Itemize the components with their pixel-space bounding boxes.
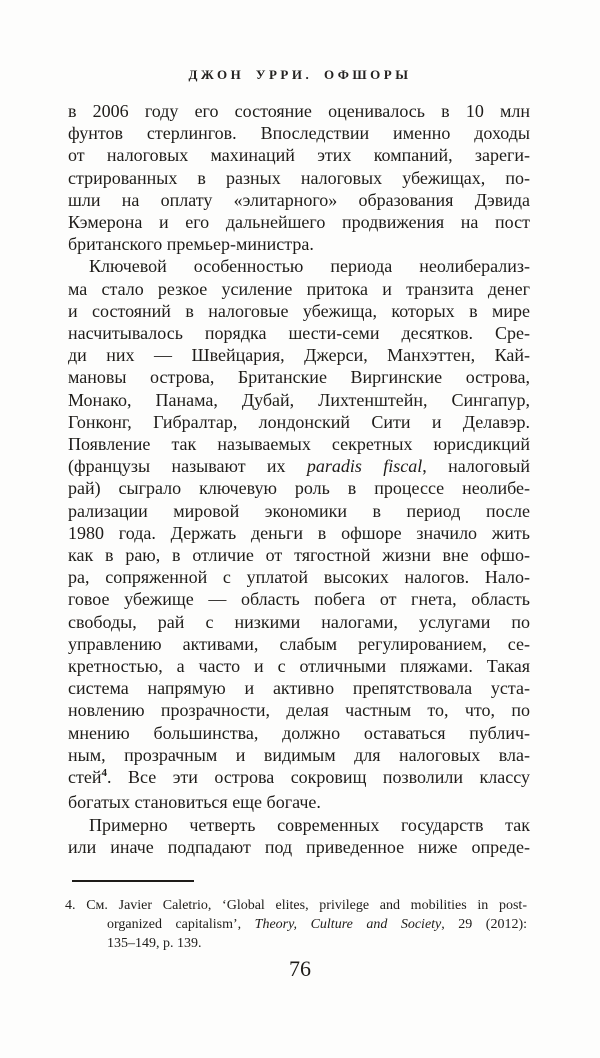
text-line [68,233,530,255]
text-run: мнению большинства, должно оставаться публич- [68,722,530,743]
text-run: 135–149, p. 139. [107,936,202,951]
text-line [68,455,530,477]
text-run: насчитывалось порядка шести-семи десятков. Сре- [68,323,530,344]
footnote-marker: 4 [101,767,107,780]
text-line [68,588,530,610]
text-run: 1980 года. Держать деньги в офшоре значило жить [68,522,530,543]
text-line [68,766,530,791]
text-line [107,934,527,953]
text-line [68,167,530,189]
text-line [68,278,530,300]
text-line [68,611,530,633]
text-line [68,189,530,211]
text-line [68,344,530,366]
text-line [68,722,530,744]
text-run: organized capitalism’, [107,917,255,932]
text-run: свободы, рай с низкими налогами, услугами по [68,611,530,632]
text-run: Гонконг, Гибралтар, лондонский Сити и Делавэр. [68,411,530,432]
text-line [68,411,530,433]
text-line [68,566,530,588]
text-line [68,389,530,411]
footnote-separator [72,880,194,882]
text-run: Появление так называемых секретных юрисдикций [68,434,530,455]
text-run: (французы называют их [68,456,307,477]
page-number: 76 [289,956,311,981]
text-run: 4. См. Javier Caletrio, ‘Global elites, privilege and mobilities in post- [65,898,527,913]
text-run: Примерно четверть современных государств так [89,814,530,835]
text-line [68,522,530,544]
text-line [68,322,530,344]
text-run: фунтов стерлингов. Впоследствии именно доходы [68,123,530,144]
text-line [68,791,530,813]
text-line [68,255,530,277]
text-run: новлению прозрачности, делая частным то, что, по [68,700,530,721]
text-line [68,814,530,836]
text-run: ма стало резкое усиление притока и транзита денег [68,278,530,299]
text-line [68,699,530,721]
text-run: стрированных в разных налоговых убежищах, по- [68,167,530,188]
text-line [68,655,530,677]
text-line [68,211,530,233]
text-run: от налоговых махинаций этих компаний, зареги- [68,145,530,166]
text-line [65,896,527,915]
text-run: ра, сопряженной с уплатой высоких налогов. Нало- [68,567,530,588]
text-run: система напрямую и активно препятствовала уста- [68,678,530,699]
text-line [68,500,530,522]
text-line [68,477,530,499]
text-run: британского премьер-министра. [68,234,314,255]
text-run: как в раю, в отличие от тягостной жизни вне офшо- [68,545,530,566]
text-line [68,122,530,144]
text-line [107,915,527,934]
text-run: кретностью, а часто и с отличными пляжами. Такая [68,656,530,677]
text-run: рай) сыграло ключевую роль в процессе неолибе- [68,478,530,499]
text-line [68,544,530,566]
text-run: говое убежище — область побега от гнета, область [68,589,530,610]
text-line [68,433,530,455]
text-run: шли на оплату «элитарного» образования Дэвида [68,189,530,210]
text-run: богатых становиться еще богаче. [68,792,321,813]
footnote [65,896,527,953]
text-line [68,677,530,699]
text-line [68,300,530,322]
text-line [68,144,530,166]
text-run: Кэмерона и его дальнейшего продвижения на пост [68,212,530,233]
italic-run: paradis fiscal [306,456,423,477]
text-run: Монако, Панама, Дубай, Лихтенштейн, Сингапур, [68,389,530,410]
text-run: и состояний в налоговые убежища, которых в мире [68,300,530,321]
text-run: в 2006 году его состояние оценивалось в 10 млн [68,101,530,121]
text-run: ди них — Швейцария, Джерси, Манхэттен, Кай- [68,345,530,366]
text-run: управлению активами, слабым регулированием, се- [68,633,530,654]
text-line [68,100,530,122]
text-run: стей [68,767,102,788]
text-run: . Все эти острова сокровищ позволили классу [106,767,530,788]
body-text [68,100,530,858]
text-line [68,633,530,655]
text-run: мановы острова, Британские Виргинские острова, [68,367,530,388]
text-run: ным, прозрачным и видимым для налоговых вла- [68,744,530,765]
text-run: , 29 (2012): [441,917,528,932]
text-run: Ключевой особенностью периода неолиберализ- [89,256,530,277]
text-line [68,836,530,858]
italic-run: Theory, Culture and Society [254,917,442,932]
text-run: или иначе подпадают под приведенное ниже опреде- [68,836,530,857]
text-line [68,744,530,766]
running-header: ДЖОН УРРИ. ОФШОРЫ [188,67,412,82]
text-line [68,366,530,388]
text-run: рализации мировой экономики в период после [68,500,530,521]
text-run: , налоговый [422,456,530,477]
